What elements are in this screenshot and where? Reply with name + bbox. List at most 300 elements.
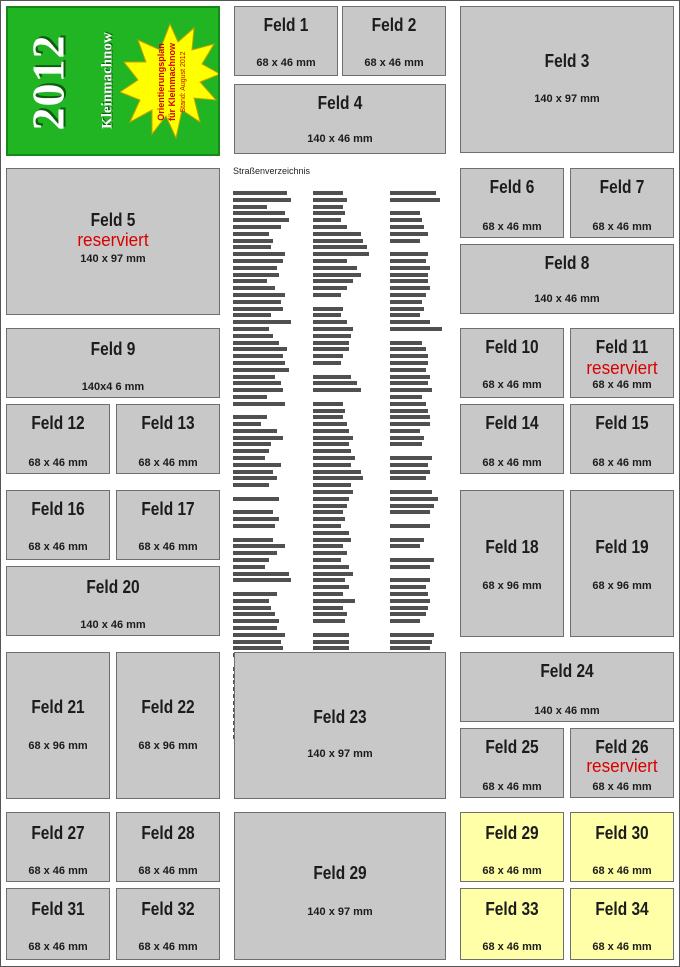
directory-entry bbox=[233, 592, 277, 596]
field-15 bbox=[570, 404, 674, 474]
directory-entry bbox=[233, 640, 281, 644]
directory-entry bbox=[233, 198, 291, 202]
field-20 bbox=[6, 566, 220, 636]
field-11 bbox=[570, 328, 674, 398]
directory-entry bbox=[233, 334, 273, 338]
field-title: Feld 28 bbox=[141, 823, 195, 843]
directory-entry bbox=[313, 211, 345, 215]
directory-entry bbox=[233, 504, 243, 508]
field-19 bbox=[570, 490, 674, 637]
directory-entry bbox=[233, 245, 271, 249]
field-size: 68 x 46 mm bbox=[592, 941, 652, 953]
directory-entry bbox=[313, 490, 353, 494]
directory-entry bbox=[313, 218, 341, 222]
directory-entry bbox=[390, 544, 420, 548]
directory-entry bbox=[233, 211, 285, 215]
directory-entry bbox=[390, 470, 430, 474]
directory-entry bbox=[233, 347, 287, 351]
field-size: 68 x 46 mm bbox=[482, 865, 542, 877]
street-directory bbox=[233, 166, 453, 626]
directory-entry bbox=[313, 422, 347, 426]
directory-entry bbox=[233, 375, 275, 379]
field-size: 68 x 46 mm bbox=[256, 57, 316, 69]
field-size: 68 x 46 mm bbox=[592, 865, 652, 877]
directory-entry bbox=[313, 320, 347, 324]
field-size: 68 x 46 mm bbox=[482, 221, 542, 233]
field-size: 68 x 46 mm bbox=[28, 941, 88, 953]
directory-entry bbox=[390, 429, 420, 433]
directory-entry bbox=[313, 504, 347, 508]
directory-entry bbox=[390, 524, 430, 528]
directory-entry bbox=[313, 599, 355, 603]
directory-entry bbox=[390, 612, 426, 616]
field-size: 68 x 46 mm bbox=[482, 941, 542, 953]
field-title: Feld 15 bbox=[595, 413, 649, 433]
street-directory-title: Straßenverzeichnis bbox=[233, 166, 311, 176]
directory-entry bbox=[390, 320, 430, 324]
directory-entry bbox=[233, 307, 283, 311]
logo-town: Kleinmachnow bbox=[99, 32, 116, 129]
field-size: 68 x 46 mm bbox=[28, 865, 88, 877]
directory-entry bbox=[313, 232, 361, 236]
directory-entry bbox=[233, 476, 277, 480]
directory-entry bbox=[390, 490, 432, 494]
directory-entry bbox=[390, 327, 442, 331]
field-title: Feld 7 bbox=[599, 177, 645, 197]
directory-entry bbox=[313, 463, 351, 467]
directory-entry bbox=[390, 402, 426, 406]
directory-entry bbox=[233, 266, 277, 270]
directory-entry bbox=[313, 476, 363, 480]
directory-entry bbox=[390, 307, 424, 311]
field-size: 68 x 46 mm bbox=[592, 379, 652, 391]
directory-entry bbox=[233, 449, 269, 453]
reserved-label: reserviert bbox=[586, 358, 658, 378]
directory-entry bbox=[313, 544, 343, 548]
directory-entry bbox=[313, 585, 349, 589]
directory-entry bbox=[313, 606, 343, 610]
field-title: Feld 30 bbox=[595, 823, 649, 843]
directory-entry bbox=[390, 599, 430, 603]
field-size: 140 x 46 mm bbox=[534, 705, 600, 717]
directory-entry bbox=[390, 633, 434, 637]
directory-entry bbox=[313, 395, 323, 399]
directory-entry bbox=[390, 436, 424, 440]
directory-entry bbox=[390, 592, 428, 596]
directory-entry bbox=[313, 578, 345, 582]
field-title: Feld 2 bbox=[371, 15, 417, 35]
directory-entry bbox=[313, 538, 351, 542]
directory-entry bbox=[313, 633, 349, 637]
directory-entry bbox=[390, 266, 430, 270]
directory-entry bbox=[313, 619, 345, 623]
field-title: Feld 3 bbox=[544, 51, 590, 71]
field-5 bbox=[6, 168, 220, 315]
field-size: 140 x 46 mm bbox=[80, 619, 146, 631]
directory-entry bbox=[313, 334, 351, 338]
directory-entry bbox=[233, 606, 271, 610]
directory-entry bbox=[233, 551, 277, 555]
directory-entry bbox=[313, 286, 347, 290]
directory-entry bbox=[390, 463, 428, 467]
directory-entry bbox=[313, 239, 363, 243]
field-title: Feld 24 bbox=[540, 661, 594, 681]
directory-entry bbox=[233, 565, 265, 569]
directory-entry bbox=[233, 279, 267, 283]
directory-entry bbox=[390, 191, 436, 195]
directory-entry bbox=[233, 544, 285, 548]
field-size: 140 x 97 mm bbox=[307, 748, 373, 760]
directory-entry bbox=[313, 626, 323, 630]
directory-entry bbox=[390, 286, 430, 290]
directory-entry bbox=[233, 388, 283, 392]
directory-entry bbox=[233, 300, 281, 304]
field-size: 68 x 46 mm bbox=[138, 457, 198, 469]
directory-entry bbox=[313, 415, 343, 419]
directory-entry bbox=[313, 245, 367, 249]
directory-entry bbox=[233, 463, 281, 467]
directory-entry bbox=[313, 327, 353, 331]
field-size: 140 x 97 mm bbox=[80, 253, 146, 265]
directory-entry bbox=[233, 436, 283, 440]
directory-entry bbox=[313, 531, 349, 535]
field-size: 68 x 46 mm bbox=[138, 541, 198, 553]
directory-entry bbox=[233, 259, 283, 263]
directory-entry bbox=[390, 334, 400, 338]
directory-entry bbox=[390, 279, 428, 283]
directory-entry bbox=[233, 320, 291, 324]
reserved-label: reserviert bbox=[586, 756, 658, 776]
directory-entry bbox=[233, 381, 281, 385]
directory-entry bbox=[390, 381, 428, 385]
directory-entry bbox=[390, 293, 426, 297]
field-title: Feld 34 bbox=[595, 899, 649, 919]
directory-entry bbox=[233, 578, 291, 582]
directory-entry bbox=[313, 266, 357, 270]
field-28 bbox=[116, 812, 220, 882]
field-size: 68 x 46 mm bbox=[592, 457, 652, 469]
directory-entry bbox=[313, 347, 349, 351]
directory-entry bbox=[233, 218, 289, 222]
field-1 bbox=[234, 6, 338, 76]
field-title: Feld 31 bbox=[31, 899, 85, 919]
directory-entry bbox=[313, 259, 347, 263]
directory-entry bbox=[390, 368, 426, 372]
field-title: Feld 8 bbox=[544, 253, 590, 273]
field-25 bbox=[460, 728, 564, 798]
field-27 bbox=[6, 812, 110, 882]
field-18 bbox=[460, 490, 564, 637]
directory-entry bbox=[233, 252, 285, 256]
directory-entry bbox=[233, 524, 275, 528]
field-title: Feld 26 bbox=[595, 737, 649, 757]
directory-entry bbox=[390, 205, 400, 209]
directory-entry bbox=[233, 409, 243, 413]
field-size: 68 x 96 mm bbox=[592, 580, 652, 592]
field-33 bbox=[460, 888, 564, 960]
directory-entry bbox=[313, 565, 349, 569]
directory-entry bbox=[233, 395, 267, 399]
field-title: Feld 9 bbox=[90, 339, 136, 359]
directory-entry bbox=[313, 354, 343, 358]
directory-entry bbox=[390, 198, 440, 202]
directory-entry bbox=[390, 572, 400, 576]
field-14 bbox=[460, 404, 564, 474]
directory-entry bbox=[390, 415, 430, 419]
field-title: Feld 14 bbox=[485, 413, 539, 433]
directory-entry bbox=[390, 422, 430, 426]
directory-entry bbox=[313, 198, 347, 202]
field-2 bbox=[342, 6, 446, 76]
directory-entry bbox=[390, 218, 422, 222]
directory-entry bbox=[313, 572, 353, 576]
field-12 bbox=[6, 404, 110, 474]
field-size: 68 x 96 mm bbox=[138, 740, 198, 752]
directory-entry bbox=[390, 395, 422, 399]
directory-entry bbox=[390, 347, 426, 351]
directory-entry bbox=[233, 361, 285, 365]
directory-entry bbox=[233, 470, 273, 474]
field-size: 68 x 46 mm bbox=[482, 379, 542, 391]
field-8 bbox=[460, 244, 674, 314]
directory-entry bbox=[313, 300, 323, 304]
field-size: 68 x 46 mm bbox=[482, 457, 542, 469]
field-title: Feld 5 bbox=[90, 210, 136, 230]
directory-entry bbox=[313, 558, 341, 562]
directory-entry bbox=[233, 510, 273, 514]
directory-entry bbox=[390, 483, 400, 487]
directory-entry bbox=[390, 313, 420, 317]
directory-entry bbox=[313, 497, 349, 501]
directory-entry bbox=[313, 279, 353, 283]
field-size: 140 x 97 mm bbox=[307, 906, 373, 918]
burst-line-3: Stand: August 2012 bbox=[180, 51, 187, 113]
directory-entry bbox=[313, 205, 343, 209]
directory-entry bbox=[313, 307, 343, 311]
field-34 bbox=[570, 888, 674, 960]
field-title: Feld 11 bbox=[595, 337, 649, 357]
field-24 bbox=[460, 652, 674, 722]
directory-entry bbox=[390, 211, 420, 215]
directory-entry bbox=[313, 313, 341, 317]
field-title: Feld 23 bbox=[313, 707, 367, 727]
field-26 bbox=[570, 728, 674, 798]
directory-entry bbox=[313, 293, 341, 297]
directory-entry bbox=[390, 361, 428, 365]
directory-entry bbox=[313, 409, 345, 413]
field-7 bbox=[570, 168, 674, 238]
directory-entry bbox=[313, 273, 361, 277]
directory-entry bbox=[390, 558, 434, 562]
directory-entry bbox=[390, 354, 428, 358]
directory-entry bbox=[233, 293, 285, 297]
field-size: 140x4 6 mm bbox=[81, 381, 145, 393]
field-9 bbox=[6, 328, 220, 398]
burst-line-1: Orientierungsplan bbox=[156, 43, 166, 121]
directory-entry bbox=[390, 225, 424, 229]
directory-entry bbox=[313, 375, 351, 379]
directory-entry bbox=[390, 341, 422, 345]
directory-entry bbox=[313, 456, 355, 460]
directory-entry bbox=[390, 259, 426, 263]
directory-entry bbox=[233, 612, 275, 616]
directory-entry bbox=[390, 565, 430, 569]
directory-entry bbox=[313, 517, 345, 521]
directory-entry bbox=[313, 252, 369, 256]
directory-entry bbox=[313, 612, 347, 616]
directory-entry bbox=[233, 456, 265, 460]
directory-entry bbox=[233, 422, 261, 426]
field-23 bbox=[234, 652, 446, 799]
directory-entry bbox=[233, 497, 279, 501]
field-title: Feld 6 bbox=[489, 177, 535, 197]
field-title: Feld 20 bbox=[86, 577, 140, 597]
reserved-label: reserviert bbox=[77, 230, 149, 250]
directory-entry bbox=[390, 239, 420, 243]
field-size: 68 x 46 mm bbox=[138, 941, 198, 953]
directory-entry bbox=[390, 252, 428, 256]
field-size: 68 x 96 mm bbox=[482, 580, 542, 592]
directory-entry bbox=[233, 225, 281, 229]
field-title: Feld 21 bbox=[31, 697, 85, 717]
directory-entry bbox=[313, 191, 343, 195]
directory-entry bbox=[233, 599, 269, 603]
directory-entry bbox=[233, 619, 279, 623]
directory-entry bbox=[313, 510, 343, 514]
directory-entry bbox=[233, 429, 277, 433]
directory-entry bbox=[313, 402, 343, 406]
field-6 bbox=[460, 168, 564, 238]
directory-entry bbox=[233, 286, 275, 290]
field-size: 68 x 96 mm bbox=[28, 740, 88, 752]
directory-column-3 bbox=[390, 191, 448, 660]
directory-entry bbox=[233, 232, 269, 236]
field-title: Feld 4 bbox=[317, 93, 363, 113]
directory-entry bbox=[390, 531, 400, 535]
directory-entry bbox=[390, 245, 400, 249]
field-4 bbox=[234, 84, 446, 154]
directory-entry bbox=[390, 442, 422, 446]
field-17 bbox=[116, 490, 220, 560]
directory-entry bbox=[233, 626, 277, 630]
directory-entry bbox=[390, 375, 430, 379]
directory-entry bbox=[390, 626, 400, 630]
directory-entry bbox=[390, 476, 426, 480]
field-title: Feld 25 bbox=[485, 737, 539, 757]
directory-entry bbox=[233, 368, 289, 372]
directory-entry bbox=[233, 354, 283, 358]
directory-entry bbox=[313, 388, 361, 392]
directory-entry bbox=[233, 313, 271, 317]
field-size: 68 x 46 mm bbox=[28, 541, 88, 553]
directory-entry bbox=[313, 341, 349, 345]
directory-entry bbox=[313, 361, 341, 365]
field-title: Feld 16 bbox=[31, 499, 85, 519]
field-title: Feld 22 bbox=[141, 697, 195, 717]
directory-entry bbox=[233, 633, 285, 637]
directory-entry bbox=[390, 551, 400, 555]
field-title: Feld 29 bbox=[313, 863, 367, 883]
field-title: Feld 27 bbox=[31, 823, 85, 843]
logo-kleinmachnow-2012 bbox=[6, 6, 220, 156]
directory-entry bbox=[313, 592, 343, 596]
directory-entry bbox=[390, 300, 422, 304]
burst-line-2: für Kleinmachnow bbox=[167, 42, 177, 122]
directory-entry bbox=[233, 191, 287, 195]
field-title: Feld 33 bbox=[485, 899, 539, 919]
directory-entry bbox=[233, 415, 267, 419]
logo-year: 2012 bbox=[22, 34, 74, 131]
field-size: 68 x 46 mm bbox=[364, 57, 424, 69]
field-13 bbox=[116, 404, 220, 474]
field-title: Feld 10 bbox=[485, 337, 539, 357]
field-30 bbox=[570, 812, 674, 882]
directory-entry bbox=[313, 381, 357, 385]
directory-entry bbox=[390, 232, 428, 236]
field-title: Feld 29 bbox=[485, 823, 539, 843]
field-title: Feld 13 bbox=[141, 413, 195, 433]
directory-entry bbox=[313, 483, 351, 487]
directory-entry bbox=[233, 402, 285, 406]
field-size: 68 x 46 mm bbox=[592, 781, 652, 793]
starburst-icon bbox=[120, 22, 220, 140]
directory-entry bbox=[313, 449, 351, 453]
directory-entry bbox=[313, 524, 341, 528]
directory-entry bbox=[390, 388, 432, 392]
field-31 bbox=[6, 888, 110, 960]
directory-entry bbox=[233, 585, 243, 589]
directory-entry bbox=[313, 225, 347, 229]
field-16 bbox=[6, 490, 110, 560]
directory-entry bbox=[313, 442, 349, 446]
field-size: 68 x 46 mm bbox=[592, 221, 652, 233]
directory-entry bbox=[233, 572, 289, 576]
directory-entry bbox=[390, 449, 400, 453]
field-size: 140 x 46 mm bbox=[534, 293, 600, 305]
directory-entry bbox=[390, 273, 428, 277]
directory-entry bbox=[233, 490, 243, 494]
directory-entry bbox=[313, 551, 347, 555]
field-size: 68 x 46 mm bbox=[482, 781, 542, 793]
directory-entry bbox=[313, 368, 323, 372]
directory-entry bbox=[313, 646, 349, 650]
directory-entry bbox=[390, 409, 428, 413]
directory-entry bbox=[390, 606, 428, 610]
field-32 bbox=[116, 888, 220, 960]
directory-entry bbox=[233, 239, 273, 243]
field-title: Feld 12 bbox=[31, 413, 85, 433]
field-title: Feld 19 bbox=[595, 537, 649, 557]
directory-entry bbox=[313, 470, 361, 474]
field-10 bbox=[460, 328, 564, 398]
directory-entry bbox=[313, 429, 349, 433]
directory-entry bbox=[233, 531, 243, 535]
directory-entry bbox=[390, 538, 424, 542]
field-3 bbox=[460, 6, 674, 153]
directory-entry bbox=[390, 585, 426, 589]
field-title: Feld 18 bbox=[485, 537, 539, 557]
field-22 bbox=[116, 652, 220, 799]
directory-entry bbox=[390, 504, 434, 508]
field-size: 68 x 46 mm bbox=[28, 457, 88, 469]
directory-entry bbox=[390, 640, 432, 644]
field-29-large bbox=[234, 812, 446, 960]
directory-entry bbox=[390, 646, 430, 650]
directory-entry bbox=[233, 538, 273, 542]
directory-entry bbox=[313, 640, 349, 644]
directory-entry bbox=[390, 510, 430, 514]
directory-entry bbox=[390, 456, 432, 460]
